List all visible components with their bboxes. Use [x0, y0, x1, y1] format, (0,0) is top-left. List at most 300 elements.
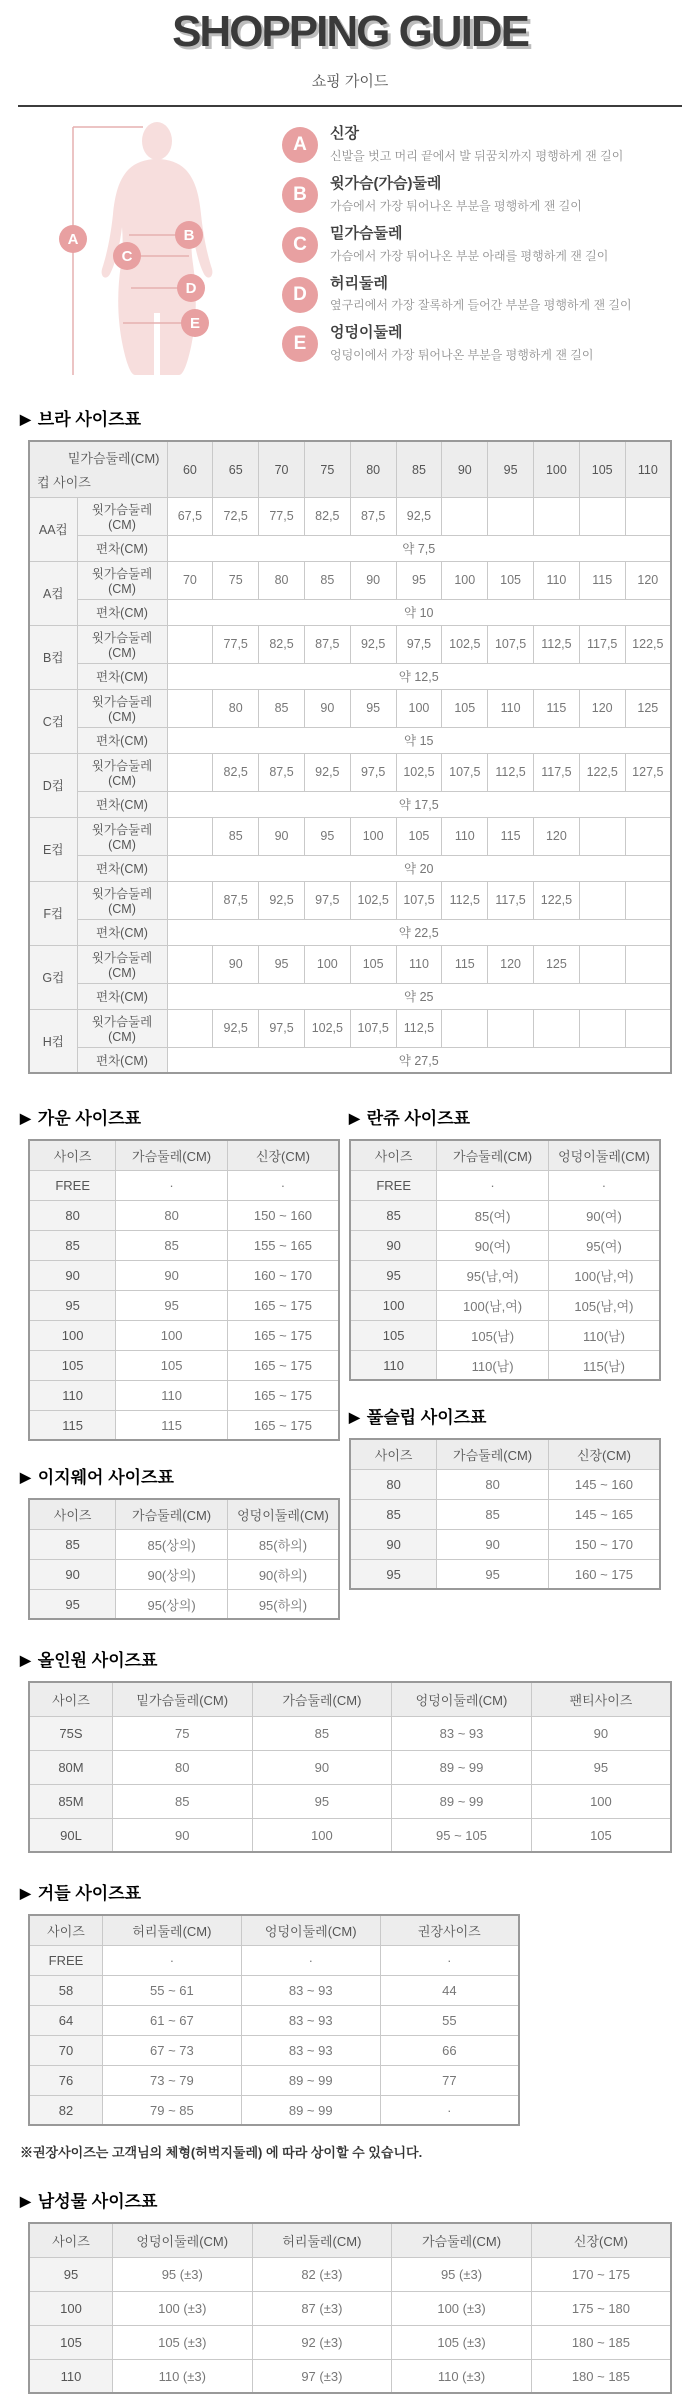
diagonal-top-label: 밑가슴둘레(CM) [67, 451, 160, 467]
table-cell: 90(하의) [227, 1559, 339, 1589]
column-header: 팬티사이즈 [531, 1682, 671, 1716]
table-row [29, 1559, 339, 1589]
badge-d: D [282, 277, 318, 313]
figure-badge-d: D [177, 274, 205, 302]
table-row [29, 2035, 519, 2065]
table-cell: · [241, 1945, 380, 1975]
row-size-label: 110 [29, 2359, 112, 2393]
table-cell: 67 ~ 73 [103, 2035, 242, 2065]
table-row [29, 2065, 519, 2095]
table-cell: · [437, 1170, 549, 1200]
table-cell: 95 ~ 105 [392, 1818, 532, 1852]
bust-value-cell: 80 [259, 561, 305, 599]
column-header: 가슴둘레(CM) [252, 1682, 392, 1716]
cup-label: A컵 [29, 561, 77, 625]
table-cell: · [380, 2095, 519, 2125]
deviation-value-cell: 약 22,5 [167, 919, 671, 945]
table-cell: 145 ~ 160 [548, 1469, 660, 1499]
table-cell: 100 (±3) [112, 2291, 252, 2325]
measure-title: 신장 [330, 125, 359, 143]
row-size-label: 90L [29, 1818, 112, 1852]
measure-title: 윗가슴(가슴)둘레 [330, 175, 442, 193]
diagonal-bottom-label: 컵 사이즈 [37, 474, 91, 490]
deviation-row-label: 편차(CM) [77, 855, 167, 881]
table-cell: · [103, 1945, 242, 1975]
girdle-section-heading [20, 1879, 700, 1904]
table-row [350, 1320, 660, 1350]
table-cell: · [227, 1170, 339, 1200]
column-header: 사이즈 [29, 1140, 116, 1170]
band-size-header: 95 [488, 441, 534, 497]
bust-value-cell [625, 945, 671, 983]
table-cell: 115(남) [548, 1350, 660, 1380]
bust-value-cell: 110 [396, 945, 442, 983]
table-row [29, 1410, 339, 1440]
cup-label: G컵 [29, 945, 77, 1009]
column-header: 가슴둘레(CM) [437, 1140, 549, 1170]
allinone-section-heading [20, 1646, 700, 1671]
table-cell: 95 [116, 1290, 228, 1320]
table-cell: 100(남,여) [437, 1290, 549, 1320]
section-title: 거들 사이즈표 [37, 1884, 142, 1904]
table-cell: 85 [116, 1230, 228, 1260]
measure-definitions-list [282, 125, 632, 379]
bust-value-cell [488, 497, 534, 535]
row-size-label: 95 [29, 1290, 116, 1320]
gown-section-heading [20, 1104, 345, 1129]
column-header: 엉덩이둘레(CM) [112, 2223, 252, 2257]
bust-value-cell: 95 [396, 561, 442, 599]
table-row [29, 2005, 519, 2035]
table-header-row [29, 2223, 671, 2257]
bust-value-cell: 115 [442, 945, 488, 983]
table-cell: 110(남) [437, 1350, 549, 1380]
row-size-label: 80 [350, 1469, 437, 1499]
table-cell: 80 [112, 1750, 252, 1784]
table-cell: 95 [531, 1750, 671, 1784]
bust-value-cell: 115 [534, 689, 580, 727]
column-header: 엉덩이둘레(CM) [548, 1140, 660, 1170]
table-row [29, 1170, 339, 1200]
fullslip-size-table [349, 1438, 661, 1590]
deviation-value-cell: 약 10 [167, 599, 671, 625]
section-title: 풀슬립 사이즈표 [366, 1408, 487, 1428]
table-cell: 165 ~ 175 [227, 1380, 339, 1410]
bust-value-cell [625, 817, 671, 855]
cup-measure-row [29, 817, 671, 855]
bra-size-table [28, 440, 672, 1074]
triangle-marker-icon: ▶ [20, 2193, 31, 2210]
row-size-label: 105 [29, 2325, 112, 2359]
deviation-row-label: 편차(CM) [77, 919, 167, 945]
row-size-label: 95 [350, 1260, 437, 1290]
table-cell: 77 [380, 2065, 519, 2095]
triangle-marker-icon: ▶ [20, 411, 31, 428]
bust-value-cell: 125 [534, 945, 580, 983]
row-size-label: 82 [29, 2095, 103, 2125]
bust-value-cell: 102,5 [442, 625, 488, 663]
bust-value-cell: 85 [213, 817, 259, 855]
table-cell: 83 ~ 93 [241, 1975, 380, 2005]
badge-e: E [282, 326, 318, 362]
table-cell: 83 ~ 93 [241, 2005, 380, 2035]
deviation-value-cell: 약 7,5 [167, 535, 671, 561]
band-size-header: 105 [579, 441, 625, 497]
men-section-heading [20, 2187, 700, 2212]
list-item [282, 275, 632, 314]
row-size-label: 100 [350, 1290, 437, 1320]
bust-value-cell: 102,5 [396, 753, 442, 791]
bust-value-cell: 85 [304, 561, 350, 599]
bust-value-cell: 97,5 [304, 881, 350, 919]
table-cell: 100 [531, 1784, 671, 1818]
bust-value-cell: 120 [579, 689, 625, 727]
triangle-marker-icon: ▶ [349, 1110, 360, 1127]
cup-deviation-row [29, 599, 671, 625]
table-cell: 85 [112, 1784, 252, 1818]
table-cell: 83 ~ 93 [392, 1716, 532, 1750]
bust-value-cell: 100 [442, 561, 488, 599]
bust-value-cell [167, 753, 213, 791]
row-size-label: FREE [29, 1170, 116, 1200]
column-header: 가슴둘레(CM) [437, 1439, 549, 1469]
table-cell: 55 ~ 61 [103, 1975, 242, 2005]
bust-value-cell: 105 [442, 689, 488, 727]
row-size-label: 85 [350, 1200, 437, 1230]
column-header: 권장사이즈 [380, 1915, 519, 1945]
deviation-value-cell: 약 27,5 [167, 1047, 671, 1073]
measure-row-label: 윗가슴둘레(CM) [77, 817, 167, 855]
row-size-label: 95 [29, 1589, 116, 1619]
column-header: 허리둘레(CM) [103, 1915, 242, 1945]
row-size-label: 90 [29, 1559, 116, 1589]
bust-value-cell: 122,5 [534, 881, 580, 919]
band-size-header: 75 [304, 441, 350, 497]
triangle-marker-icon: ▶ [20, 1110, 31, 1127]
table-cell: 160 ~ 170 [227, 1260, 339, 1290]
bust-value-cell: 80 [213, 689, 259, 727]
table-cell: 85(하의) [227, 1529, 339, 1559]
table-row [350, 1290, 660, 1320]
measure-row-label: 윗가슴둘레(CM) [77, 497, 167, 535]
table-cell: 105 (±3) [112, 2325, 252, 2359]
bust-value-cell: 97,5 [396, 625, 442, 663]
row-size-label: 85 [350, 1499, 437, 1529]
bust-value-cell: 110 [488, 689, 534, 727]
bust-value-cell: 82,5 [213, 753, 259, 791]
deviation-row-label: 편차(CM) [77, 727, 167, 753]
deviation-row-label: 편차(CM) [77, 599, 167, 625]
section-title: 가운 사이즈표 [37, 1109, 142, 1129]
row-size-label: 75S [29, 1716, 112, 1750]
bust-value-cell: 67,5 [167, 497, 213, 535]
row-size-label: 70 [29, 2035, 103, 2065]
table-cell: 90 [531, 1716, 671, 1750]
cup-deviation-row [29, 855, 671, 881]
bust-value-cell [534, 497, 580, 535]
bust-value-cell: 112,5 [396, 1009, 442, 1047]
bust-value-cell: 105 [350, 945, 396, 983]
table-cell: 73 ~ 79 [103, 2065, 242, 2095]
list-item [282, 324, 632, 363]
bust-value-cell: 112,5 [534, 625, 580, 663]
row-size-label: 100 [29, 2291, 112, 2325]
column-header: 가슴둘레(CM) [116, 1499, 228, 1529]
table-row [29, 1200, 339, 1230]
table-cell: 90 [116, 1260, 228, 1290]
band-size-header: 60 [167, 441, 213, 497]
men-size-table [28, 2222, 672, 2394]
lanju-size-table [349, 1139, 661, 1381]
table-cell: 55 [380, 2005, 519, 2035]
bust-value-cell: 120 [488, 945, 534, 983]
table-row [29, 2095, 519, 2125]
badge-c: C [282, 227, 318, 263]
table-row [29, 1589, 339, 1619]
row-size-label: 105 [29, 1350, 116, 1380]
table-row [29, 1529, 339, 1559]
table-row [29, 2257, 671, 2291]
table-cell: 95(상의) [116, 1589, 228, 1619]
table-row [29, 2291, 671, 2325]
column-header: 사이즈 [29, 1499, 116, 1529]
table-cell: 90 [437, 1529, 549, 1559]
bust-value-cell: 90 [213, 945, 259, 983]
column-header: 허리둘레(CM) [252, 2223, 392, 2257]
band-size-header: 70 [259, 441, 305, 497]
bust-value-cell: 122,5 [579, 753, 625, 791]
bust-value-cell [442, 497, 488, 535]
lanju-section-heading [349, 1104, 690, 1129]
table-row [29, 1945, 519, 1975]
table-row [29, 1260, 339, 1290]
table-cell: 105 [531, 1818, 671, 1852]
cup-measure-row [29, 689, 671, 727]
row-size-label: 85M [29, 1784, 112, 1818]
band-size-header: 90 [442, 441, 488, 497]
table-cell: 95 (±3) [392, 2257, 532, 2291]
cup-deviation-row [29, 983, 671, 1009]
bra-section-heading [20, 405, 700, 430]
table-row [350, 1350, 660, 1380]
figure-badge-e: E [181, 309, 209, 337]
bust-value-cell: 87,5 [304, 625, 350, 663]
girdle-size-table [28, 1914, 520, 2126]
deviation-value-cell: 약 12,5 [167, 663, 671, 689]
bust-value-cell: 90 [350, 561, 396, 599]
table-row [29, 1350, 339, 1380]
column-header: 사이즈 [29, 2223, 112, 2257]
gown-size-table [28, 1139, 340, 1441]
bust-value-cell [625, 1009, 671, 1047]
girdle-note: ※권장사이즈는 고객님의 체형(허벅지둘레) 에 따라 상이할 수 있습니다. [20, 2145, 423, 2161]
table-header-row [29, 1140, 339, 1170]
band-size-header: 100 [534, 441, 580, 497]
bust-value-cell: 117,5 [534, 753, 580, 791]
measure-row-label: 윗가슴둘레(CM) [77, 753, 167, 791]
table-cell: 90(여) [437, 1230, 549, 1260]
table-cell: 95(남,여) [437, 1260, 549, 1290]
column-header: 가슴둘레(CM) [392, 2223, 532, 2257]
row-size-label: 95 [29, 2257, 112, 2291]
cup-measure-row [29, 881, 671, 919]
bust-value-cell: 87,5 [213, 881, 259, 919]
measure-desc: 가슴에서 가장 튀어나온 부분을 평행하게 잰 길이 [330, 198, 582, 213]
list-item [282, 125, 632, 164]
bust-value-cell: 105 [396, 817, 442, 855]
bust-value-cell: 97,5 [259, 1009, 305, 1047]
table-cell: 110 [116, 1380, 228, 1410]
page-subtitle: 쇼핑 가이드 [311, 73, 389, 91]
bust-value-cell [579, 945, 625, 983]
column-header: 신장(CM) [531, 2223, 671, 2257]
cup-measure-row [29, 753, 671, 791]
table-row [350, 1559, 660, 1589]
column-header: 사이즈 [29, 1915, 103, 1945]
measure-row-label: 윗가슴둘레(CM) [77, 1009, 167, 1047]
section-title: 란쥬 사이즈표 [366, 1109, 471, 1129]
cup-deviation-row [29, 535, 671, 561]
row-size-label: 95 [350, 1559, 437, 1589]
table-cell: 89 ~ 99 [392, 1750, 532, 1784]
bust-value-cell: 72,5 [213, 497, 259, 535]
table-cell: 170 ~ 175 [531, 2257, 671, 2291]
table-cell: 145 ~ 165 [548, 1499, 660, 1529]
table-header-row [29, 1915, 519, 1945]
table-cell: 95 [252, 1784, 392, 1818]
bust-value-cell: 92,5 [396, 497, 442, 535]
bust-value-cell: 90 [304, 689, 350, 727]
row-size-label: 76 [29, 2065, 103, 2095]
column-header: 사이즈 [350, 1140, 437, 1170]
table-cell: 150 ~ 170 [548, 1529, 660, 1559]
table-cell: 44 [380, 1975, 519, 2005]
bust-value-cell [579, 1009, 625, 1047]
measure-desc: 옆구리에서 가장 잘록하게 들어간 부분을 평행하게 잰 길이 [330, 298, 632, 313]
triangle-marker-icon: ▶ [20, 1885, 31, 1902]
table-cell: 180 ~ 185 [531, 2325, 671, 2359]
table-row [350, 1469, 660, 1499]
measuring-guide-section [55, 117, 700, 379]
bust-value-cell: 107,5 [350, 1009, 396, 1047]
deviation-row-label: 편차(CM) [77, 983, 167, 1009]
easywear-section-heading [20, 1463, 345, 1488]
bust-value-cell: 77,5 [213, 625, 259, 663]
column-header: 엉덩이둘레(CM) [241, 1915, 380, 1945]
bust-value-cell [167, 881, 213, 919]
cup-label: E컵 [29, 817, 77, 881]
cup-deviation-row [29, 919, 671, 945]
bust-value-cell: 92,5 [350, 625, 396, 663]
deviation-value-cell: 약 25 [167, 983, 671, 1009]
bust-value-cell: 107,5 [442, 753, 488, 791]
table-cell: 85 [252, 1716, 392, 1750]
triangle-marker-icon: ▶ [20, 1469, 31, 1486]
table-row [29, 1975, 519, 2005]
bust-value-cell: 105 [488, 561, 534, 599]
table-cell: 165 ~ 175 [227, 1410, 339, 1440]
table-cell: 175 ~ 180 [531, 2291, 671, 2325]
deviation-row-label: 편차(CM) [77, 535, 167, 561]
table-cell: 85(여) [437, 1200, 549, 1230]
row-size-label: 110 [29, 1380, 116, 1410]
table-cell: 180 ~ 185 [531, 2359, 671, 2393]
section-title: 남성물 사이즈표 [37, 2192, 158, 2212]
row-size-label: FREE [350, 1170, 437, 1200]
fullslip-section-heading [349, 1403, 690, 1428]
body-figure [55, 117, 260, 379]
two-column-tables [0, 1078, 700, 1620]
table-row [350, 1499, 660, 1529]
bust-value-cell: 92,5 [304, 753, 350, 791]
row-size-label: 58 [29, 1975, 103, 2005]
figure-badge-a: A [59, 225, 87, 253]
bust-value-cell: 82,5 [304, 497, 350, 535]
table-row [29, 1380, 339, 1410]
bust-value-cell: 110 [442, 817, 488, 855]
band-size-header: 110 [625, 441, 671, 497]
cup-deviation-row [29, 1047, 671, 1073]
row-size-label: 85 [29, 1529, 116, 1559]
bust-value-cell: 95 [259, 945, 305, 983]
table-cell: 97 (±3) [252, 2359, 392, 2393]
table-cell: 66 [380, 2035, 519, 2065]
table-cell: · [380, 1945, 519, 1975]
table-cell: 110 (±3) [112, 2359, 252, 2393]
row-size-label: 64 [29, 2005, 103, 2035]
table-cell: 85(상의) [116, 1529, 228, 1559]
row-size-label: 105 [350, 1320, 437, 1350]
table-cell: 100 [116, 1320, 228, 1350]
triangle-marker-icon: ▶ [349, 1409, 360, 1426]
table-row [350, 1230, 660, 1260]
measure-title: 밑가슴둘레 [330, 224, 403, 242]
table-cell: 110 (±3) [392, 2359, 532, 2393]
bust-value-cell: 70 [167, 561, 213, 599]
measure-title: 허리둘레 [330, 274, 388, 292]
row-size-label: 80M [29, 1750, 112, 1784]
measure-row-label: 윗가슴둘레(CM) [77, 945, 167, 983]
deviation-row-label: 편차(CM) [77, 1047, 167, 1073]
column-header: 밑가슴둘레(CM) [112, 1682, 252, 1716]
section-title: 올인원 사이즈표 [37, 1651, 158, 1671]
bust-value-cell: 112,5 [442, 881, 488, 919]
table-cell: 105 (±3) [392, 2325, 532, 2359]
bust-value-cell: 87,5 [350, 497, 396, 535]
table-cell: 165 ~ 175 [227, 1320, 339, 1350]
column-header: 엉덩이둘레(CM) [392, 1682, 532, 1716]
bust-value-cell: 120 [625, 561, 671, 599]
bust-value-cell: 100 [396, 689, 442, 727]
bust-value-cell: 125 [625, 689, 671, 727]
table-cell: 83 ~ 93 [241, 2035, 380, 2065]
bust-value-cell: 127,5 [625, 753, 671, 791]
cup-measure-row [29, 497, 671, 535]
table-cell: 79 ~ 85 [103, 2095, 242, 2125]
easywear-size-table [28, 1498, 340, 1620]
measure-row-label: 윗가슴둘레(CM) [77, 881, 167, 919]
cup-deviation-row [29, 791, 671, 817]
bust-value-cell [167, 945, 213, 983]
bust-value-cell: 102,5 [304, 1009, 350, 1047]
bust-value-cell [167, 625, 213, 663]
measure-row-label: 윗가슴둘레(CM) [77, 625, 167, 663]
cup-label: F컵 [29, 881, 77, 945]
row-size-label: 110 [350, 1350, 437, 1380]
bust-value-cell: 85 [259, 689, 305, 727]
deviation-row-label: 편차(CM) [77, 791, 167, 817]
bust-value-cell: 115 [488, 817, 534, 855]
